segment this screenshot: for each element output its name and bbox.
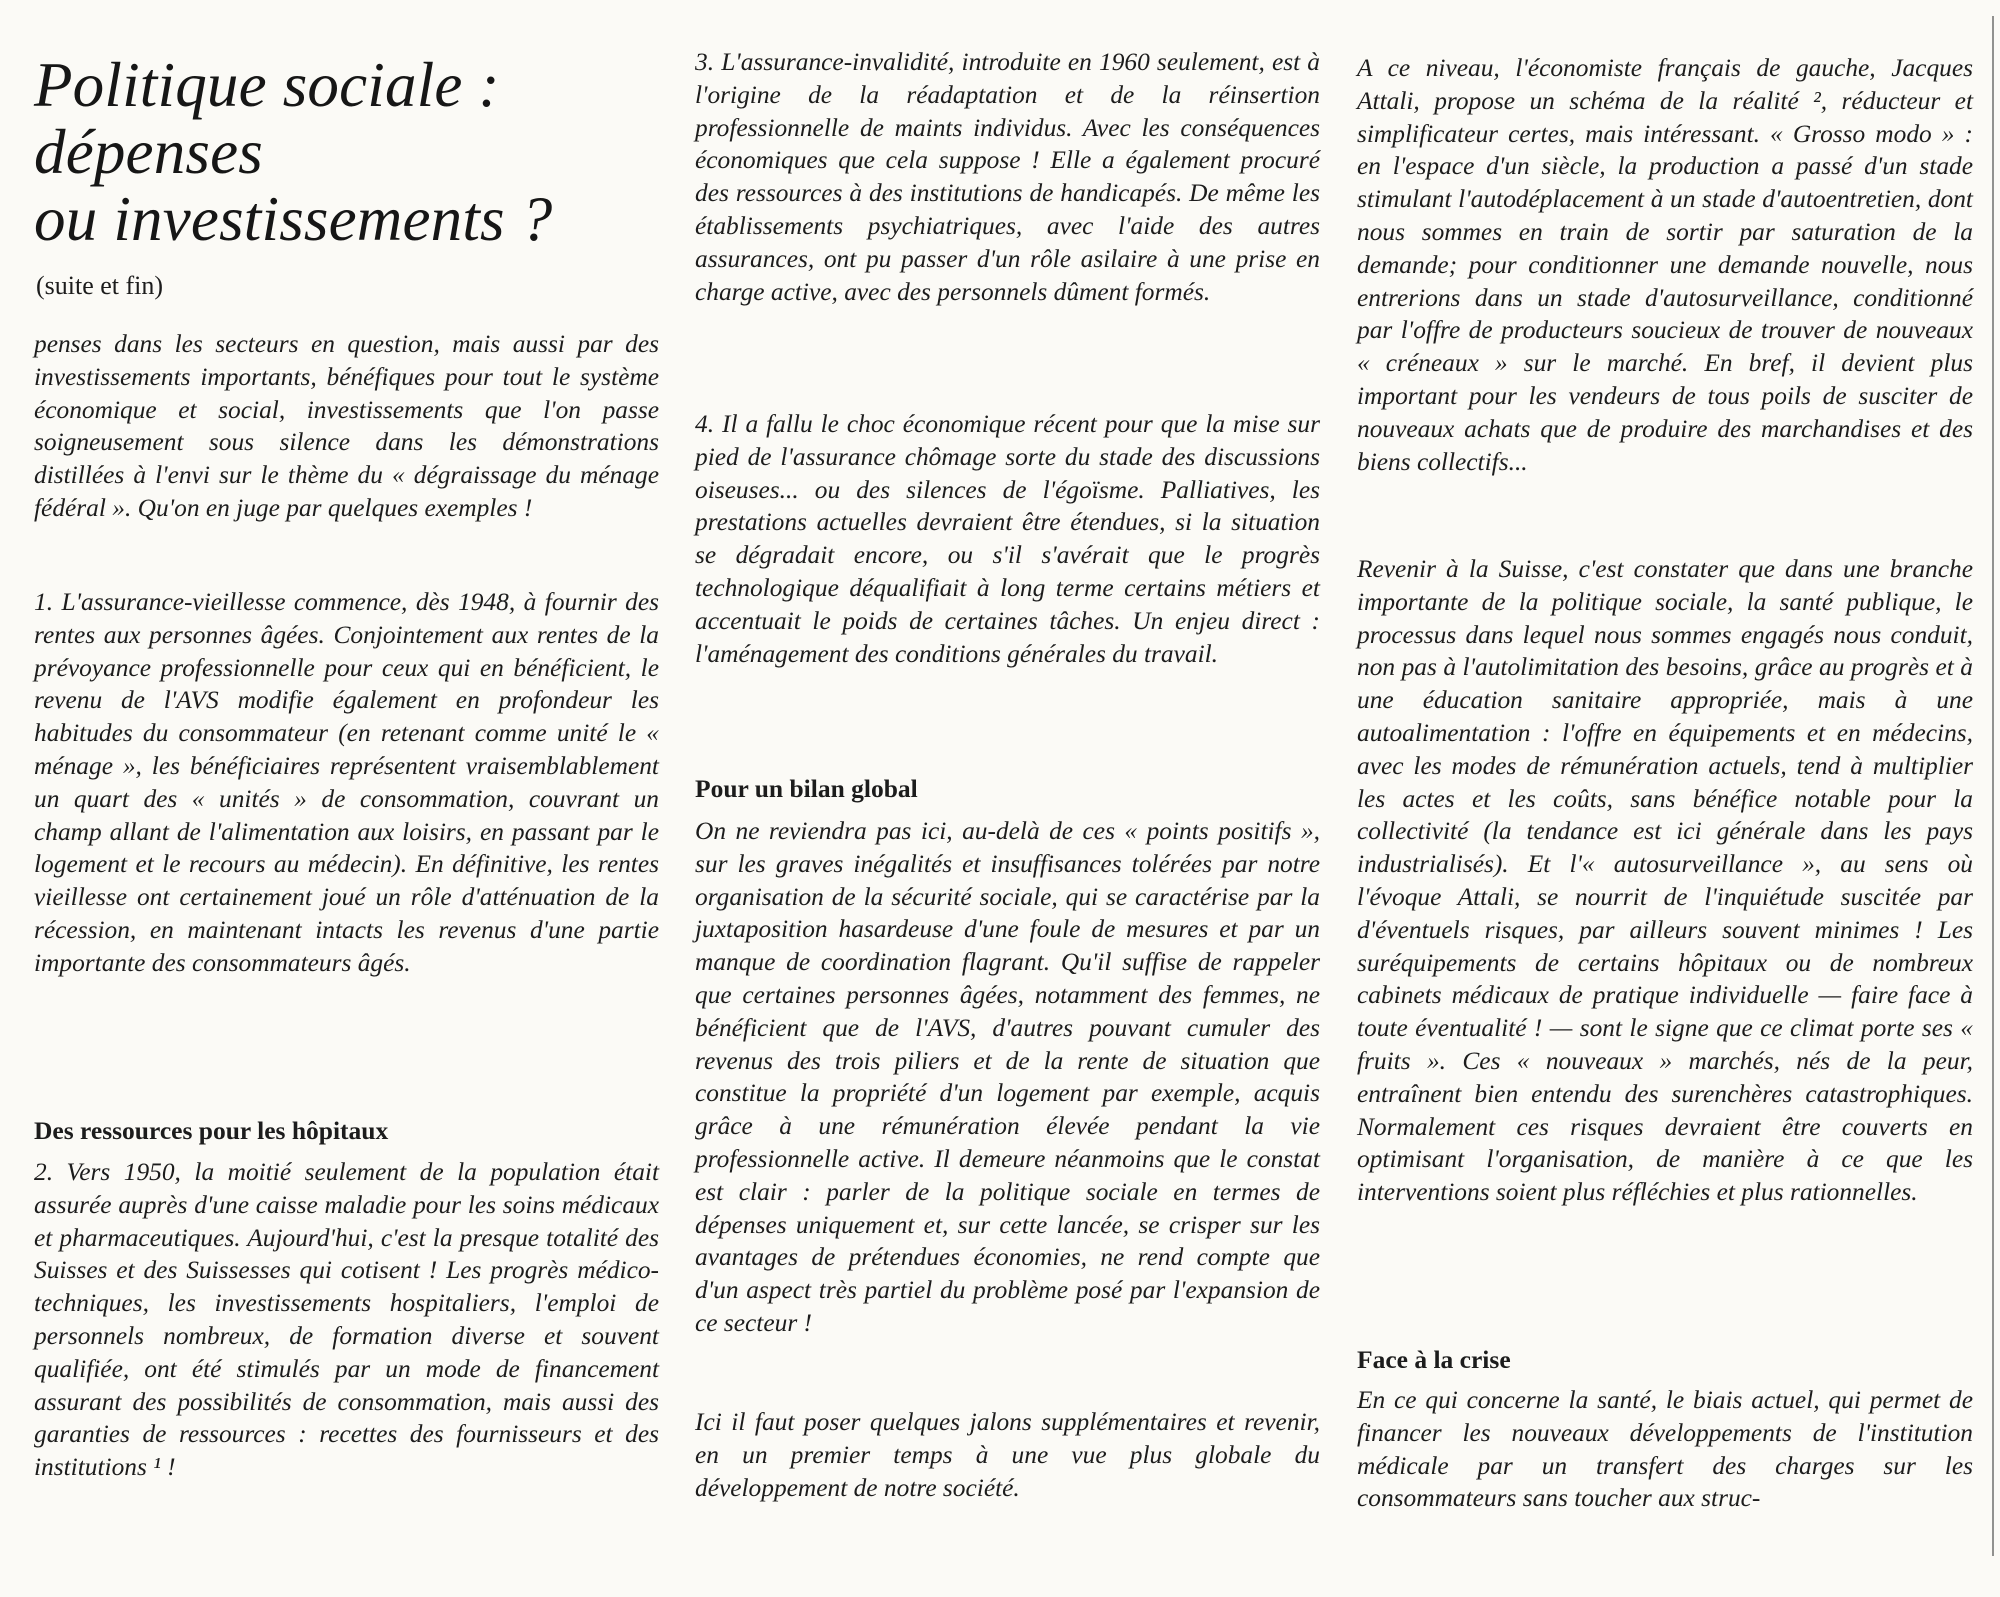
article-subtitle: (suite et fin) bbox=[36, 271, 164, 300]
paragraph-assurance-invalidite: 3. L'assurance-invalidité, introduite en 1960 seulement, est à l'origine de la réadaptation et de la réinsertion professionnelle de maints individus. Avec les conséquences économiques que cela suppose ! Elle a également procuré des ressources à des institutions de handicapés. De même les établissements psychiatriques, avec l'aide des autres assurances, ont pu passer d'un rôle asilaire à une prise en charge active, avec des personnels dûment formés. bbox=[695, 48, 1320, 306]
section-heading-bilan-global: Pour un bilan global bbox=[695, 774, 918, 803]
paragraph-intro: penses dans les secteurs en question, mais aussi par des investissements importants, bénéfiques pour tout le système économique et social, investissements que l'on passe soigneusement sous silence dans les démonstrations distillées à l'envi sur le thème du « dégraissage du ménage fédéral ». Qu'on en juge par quelques exemples ! bbox=[34, 330, 659, 522]
paragraph-crise: En ce qui concerne la santé, le biais actuel, qui permet de financer les nouveaux développements de l'institution médicale par un transfert des charges sur les consommateurs sans toucher aux struc- bbox=[1357, 1386, 1973, 1513]
page-edge-rule bbox=[1992, 16, 1994, 1556]
paragraph-assurance-chomage: 4. Il a fallu le choc économique récent pour que la mise sur pied de l'assurance chômage sorte du stade des discussions oiseuses... ou des silences de l'égoïsme. Palliatives, les prestations actuelles devraient être étendues, si la situation se dégradait encore, ou s'il s'avérait que le progrès technologique déqualifiait à long terme certains métiers et accentuait le poids de certaines tâches. Un enjeu direct : l'aménagement des conditions générales du travail. bbox=[695, 410, 1320, 668]
paragraph-jalons: Ici il faut poser quelques jalons supplémentaires et revenir, en un premier temps à une vue plus globale du développement de notre société. bbox=[695, 1408, 1320, 1502]
section-heading-crise: Face à la crise bbox=[1357, 1345, 1511, 1374]
paragraph-avs: 1. L'assurance-vieillesse commence, dès 1948, à fournir des rentes aux personnes âgées. Conjointement aux rentes de la prévoyance professionnelle pour ceux qui en bénéficient, le revenu de l'AVS modifie également en profondeur les habitudes du consommateur (en retenant comme unité le « ménage », les bénéficiaires représentent vraisemblablement un quart des « unités » de consommation, couvrant un champ allant de l'alimentation aux loisirs, en passant par le logement et le recours au médecin). En définitive, les rentes vieillesse ont certainement joué un rôle d'atténuation de la récession, en maintenant intacts les revenus d'une partie importante des consommateurs âgés. bbox=[34, 588, 659, 977]
title-line-2: dépenses bbox=[34, 117, 264, 187]
paragraph-caisse-maladie: 2. Vers 1950, la moitié seulement de la population était assurée auprès d'une caisse maladie pour les soins médicaux et pharmaceutiques. Aujourd'hui, c'est la presque totalité des Suisses et des Suissesses qui cotisent ! Les progrès médico-techniques, les investissements hospitaliers, l'emploi de personnels nombreux, de formation diverse et souvent qualifiée, ont été stimulés par un mode de financement assurant des possibilités de consommation, mais aussi des garanties de ressources : recettes des fournisseurs et des institutions ¹ ! bbox=[34, 1158, 659, 1482]
title-line-3: ou investissements ? bbox=[34, 184, 553, 254]
paragraph-attali: A ce niveau, l'économiste français de gauche, Jacques Attali, propose un schéma de la réalité ², réducteur et simplificateur certes, mais intéressant. « Grosso modo » : en l'espace d'un siècle, la production a passé d'un stade stimulant l'autodéplacement à un stade d'autoentretien, dont nous sommes en train de sortir par saturation de la demande; pour conditionner une demande nouvelle, nous entrerions dans un stade d'autosurveillance, conditionné par l'offre de producteurs soucieux de trouver de nouveaux « créneaux » sur le marché. En bref, il devient plus important pour les vendeurs de tous poils de susciter de nouveaux achats que de produire des marchandises et des biens collectifs... bbox=[1357, 54, 1973, 476]
paragraph-bilan: On ne reviendra pas ici, au-delà de ces « points positifs », sur les graves inégalités et insuffisances tolérées par notre organisation de la sécurité sociale, qui se caractérise par la juxtaposition hasardeuse d'une foule de mesures et par un manque de coordination flagrant. Qu'il suffise de rappeler que certaines personnes âgées, notamment des femmes, ne bénéficient que de l'AVS, d'autres pouvant cumuler des revenus des trois piliers et de la rente de situation que constitue la propriété d'un logement par exemple, acquis grâce à une rémunération élevée pendant la vie professionnelle active. Il demeure néanmoins que le constat est clair : parler de la politique sociale en termes de dépenses uniquement et, sur cette lancée, se crisper sur les avantages de prétendues économies, ne rend compte que d'un aspect très partiel du problème posé par l'expansion de ce secteur ! bbox=[695, 817, 1320, 1337]
title-line-1: Politique sociale : bbox=[34, 50, 500, 120]
section-heading-hopitaux: Des ressources pour les hôpitaux bbox=[34, 1116, 389, 1145]
paragraph-suisse-sante: Revenir à la Suisse, c'est constater que dans une branche importante de la politique sociale, la santé publique, le processus dans lequel nous sommes engagés nous conduit, non pas à l'autolimitation des besoins, grâce au progrès et à une éducation sanitaire appropriée, mais à une autoalimentation : l'offre en équipements et en médecins, avec les modes de rémunération actuels, tend à multiplier les actes et les coûts, sans bénéfice notable pour la collectivité (la tendance est ici générale dans les pays industrialisés). Et l'« autosurveillance », au sens où l'évoque Attali, se nourrit de l'inquiétude suscitée par d'éventuels risques, par ailleurs souvent minimes ! Les suréquipements de certains hôpitaux ou de nombreux cabinets médicaux de pratique individuelle — faire face à toute éventualité ! — sont le signe que ce climat porte ses « fruits ». Ces « nouveaux » marchés, nés de la peur, entraînent bien entendu des surenchères catastrophiques. Normalement ces risques devraient être couverts en optimisant l'organisation, de manière à ce que les interventions soient plus réfléchies et plus rationnelles. bbox=[1357, 555, 1973, 1207]
article-title bbox=[34, 52, 659, 253]
